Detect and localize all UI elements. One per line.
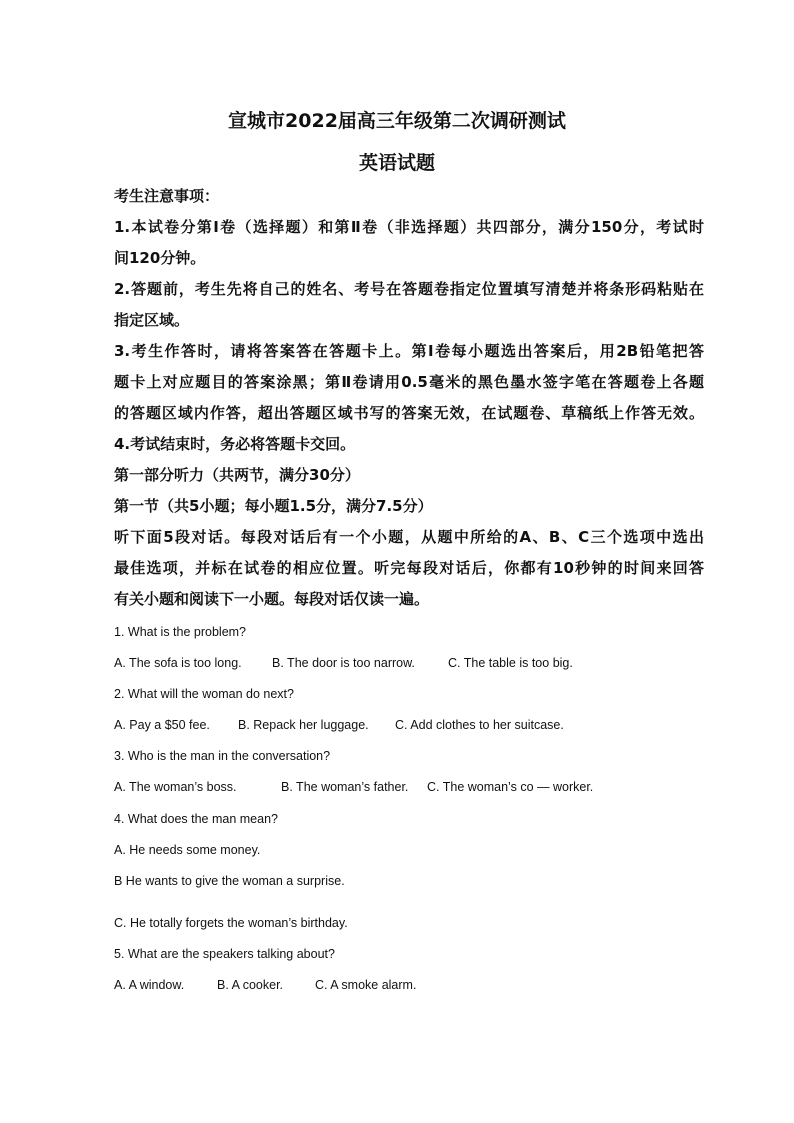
notice-line: 的答题区域内作答，超出答题区域书写的答案无效，在试题卷、草稿纸上作答无效。 bbox=[114, 404, 704, 422]
question-options bbox=[114, 652, 704, 674]
option-a: A. The woman’s boss. bbox=[114, 780, 237, 794]
option-a: A. Pay a $50 fee. bbox=[114, 718, 210, 732]
question-stem: 2. What will the woman do next? bbox=[114, 687, 294, 701]
question-stem: 4. What does the man mean? bbox=[114, 812, 278, 826]
notice-heading: 考生注意事项： bbox=[114, 187, 220, 205]
part1-heading: 第一部分听力（共两节，满分30分） bbox=[114, 466, 360, 484]
question-options bbox=[114, 974, 704, 996]
notice-line: 指定区域。 bbox=[114, 311, 190, 329]
question-stem: 1. What is the problem? bbox=[114, 625, 247, 639]
notice-line: 2.答题前，考生先将自己的姓名、考号在答题卷指定位置填写清楚并将条形码粘贴在 bbox=[114, 280, 704, 298]
option-c: C. Add clothes to her suitcase. bbox=[395, 718, 564, 732]
option-c: C. The woman’s co — worker. bbox=[427, 780, 594, 794]
option-b: B. The woman’s father. bbox=[281, 780, 409, 794]
option-c: C. A smoke alarm. bbox=[315, 978, 417, 992]
instruction-line: 听下面5段对话。每段对话后有一个小题，从题中所给的A、B、C三个选项中选出 bbox=[114, 528, 704, 546]
notice-line: 3.考生作答时，请将答案答在答题卡上。第Ⅰ卷每小题选出答案后，用2B铅笔把答 bbox=[114, 342, 704, 360]
exam-title: 宣城市2022届高三年级第二次调研测试 bbox=[228, 110, 566, 132]
notice-line: 1.本试卷分第Ⅰ卷（选择题）和第Ⅱ卷（非选择题）共四部分，满分150分，考试时 bbox=[114, 218, 704, 236]
option-b: B. The door is too narrow. bbox=[272, 656, 415, 670]
notice-line: 间120分钟。 bbox=[114, 249, 206, 267]
notice-line: 题卡上对应题目的答案涂黑；第Ⅱ卷请用0.5毫米的黑色墨水签字笔在答题卷上各题 bbox=[114, 373, 704, 391]
question-options bbox=[114, 776, 704, 798]
instruction-line: 有关小题和阅读下一小题。每段对话仅读一遍。 bbox=[114, 590, 430, 608]
question-option: B He wants to give the woman a surprise. bbox=[114, 874, 345, 888]
option-b: B. A cooker. bbox=[217, 978, 284, 992]
subject-title: 英语试题 bbox=[358, 152, 435, 174]
option-a: A. The sofa is too long. bbox=[114, 656, 242, 670]
section1-heading: 第一节（共5小题；每小题1.5分，满分7.5分） bbox=[114, 497, 433, 515]
option-b: B. Repack her luggage. bbox=[238, 718, 369, 732]
question-options bbox=[114, 714, 704, 736]
instruction-line: 最佳选项，并标在试卷的相应位置。听完每段对话后，你都有10秒钟的时间来回答 bbox=[114, 559, 704, 577]
question-stem: 5. What are the speakers talking about? bbox=[114, 947, 335, 961]
question-stem: 3. Who is the man in the conversation? bbox=[114, 749, 331, 763]
question-option: C. He totally forgets the woman’s birthday. bbox=[114, 916, 348, 930]
option-a: A. A window. bbox=[114, 978, 185, 992]
option-c: C. The table is too big. bbox=[448, 656, 573, 670]
notice-line: 4.考试结束时，务必将答题卡交回。 bbox=[114, 435, 356, 453]
question-option: A. He needs some money. bbox=[114, 843, 261, 857]
